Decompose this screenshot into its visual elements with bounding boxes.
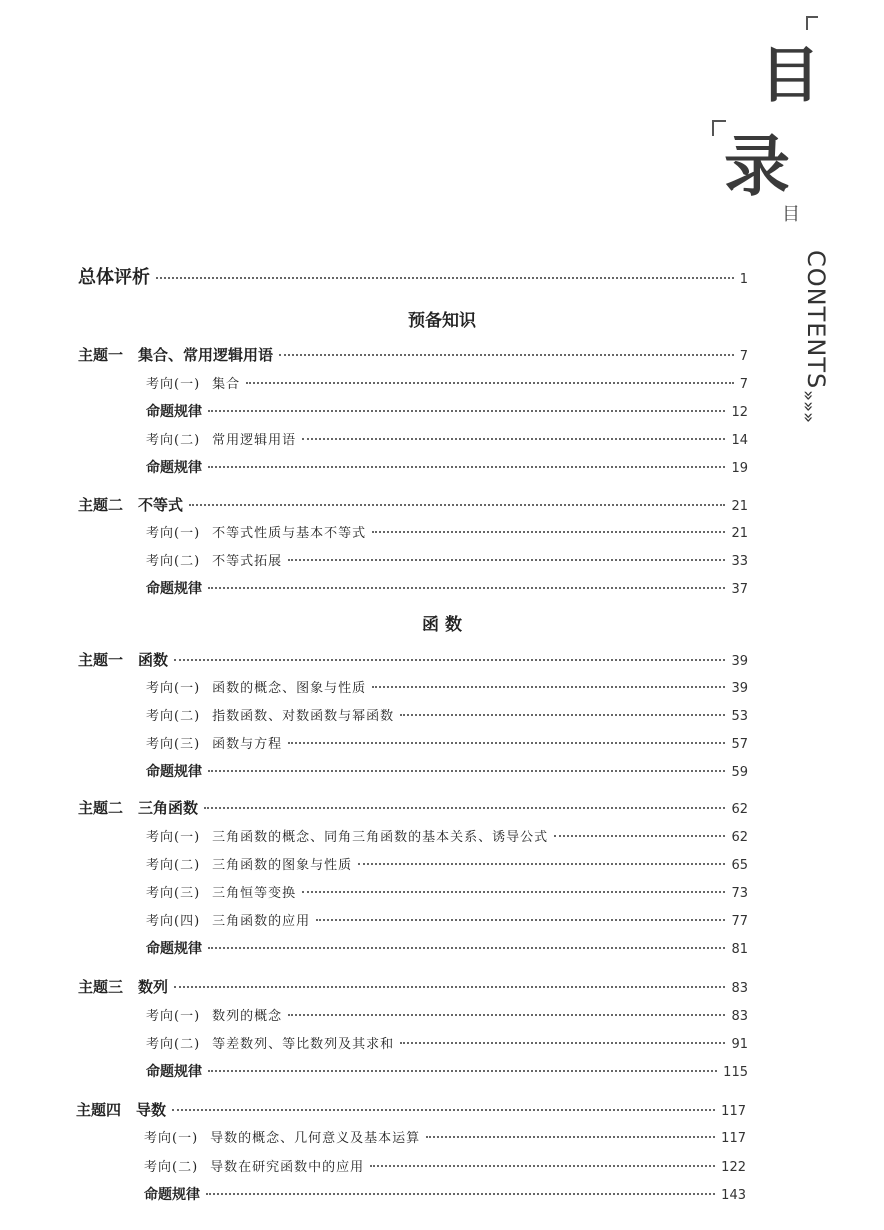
leader-dots [174, 659, 725, 661]
toc-theme[interactable] [78, 797, 748, 819]
toc-label: 主题一 集合、常用逻辑用语 [78, 346, 274, 364]
leader-dots [208, 770, 725, 772]
toc-label: 不等式拓展 [212, 554, 283, 569]
leader-dots [174, 986, 725, 988]
toc-page: 1 [739, 272, 748, 287]
section-heading: 预备知识 [408, 311, 476, 331]
toc-label: 常用逻辑用语 [212, 433, 297, 448]
toc-subitem[interactable] [146, 429, 748, 451]
leader-dots [208, 947, 725, 949]
leader-dots [156, 277, 734, 279]
section-heading: 函 数 [422, 615, 462, 635]
toc-index: 考向(一) [146, 681, 201, 696]
toc-label: 导数在研究函数中的应用 [210, 1160, 365, 1175]
toc-page: 7 [739, 377, 748, 392]
leader-dots [316, 919, 725, 921]
toc-theme[interactable] [78, 976, 748, 998]
leader-dots [554, 835, 725, 837]
toc-page: 19 [731, 461, 748, 476]
toc-label: 主题二 三角函数 [78, 799, 199, 817]
toc-page: 62 [731, 830, 748, 845]
toc-page: 39 [731, 681, 748, 696]
corner-mark [806, 16, 818, 30]
toc-subitem[interactable] [146, 882, 748, 904]
toc-label: 命题规律 [146, 764, 202, 780]
leader-dots [400, 714, 725, 716]
leader-dots [189, 504, 725, 506]
toc-label: 命题规律 [144, 1187, 200, 1203]
arrows-icon: »»» [798, 390, 819, 424]
toc-label: 主题二 不等式 [78, 496, 184, 514]
toc-subitem[interactable] [146, 1005, 748, 1027]
toc-label: 命题规律 [146, 941, 202, 957]
toc-rule[interactable] [146, 457, 748, 479]
toc-label: 主题一 函数 [78, 651, 169, 669]
toc-page: 7 [739, 349, 748, 364]
toc-label: 导数的概念、几何意义及基本运算 [210, 1131, 421, 1146]
toc-subitem[interactable] [146, 522, 748, 544]
toc-theme[interactable] [78, 344, 748, 366]
toc-label: 主题三 数列 [78, 978, 169, 996]
toc-subitem[interactable] [146, 733, 748, 755]
leader-dots [288, 559, 725, 561]
toc-subitem[interactable] [146, 910, 748, 932]
title-char-mu: 目 [760, 41, 820, 111]
leader-dots [372, 531, 725, 533]
toc-index: 考向(二) [146, 858, 201, 873]
title-char-lu: 录 [724, 128, 790, 205]
toc-page: 59 [731, 765, 748, 780]
toc-label: 命题规律 [146, 1064, 202, 1080]
leader-dots [302, 891, 725, 893]
leader-dots [208, 1070, 717, 1072]
toc-overall[interactable] [78, 263, 748, 288]
toc-page: 21 [731, 526, 748, 541]
leader-dots [206, 1193, 715, 1195]
toc-label: 函数的概念、图象与性质 [212, 681, 367, 696]
leader-dots [208, 466, 725, 468]
toc-label: 三角函数的应用 [212, 914, 311, 929]
toc-index: 考向(三) [146, 737, 201, 752]
toc-theme[interactable] [78, 649, 748, 671]
leader-dots [358, 863, 725, 865]
toc-index: 考向(三) [146, 886, 201, 901]
toc-label: 主题四 导数 [76, 1101, 167, 1119]
toc-subitem[interactable] [144, 1156, 746, 1178]
toc-rule[interactable] [146, 938, 748, 960]
toc-subitem[interactable] [146, 550, 748, 572]
toc-subitem[interactable] [146, 705, 748, 727]
toc-page: 73 [731, 886, 748, 901]
toc-page: 33 [731, 554, 748, 569]
toc-index: 考向(四) [146, 914, 201, 929]
toc-label: 三角函数的概念、同角三角函数的基本关系、诱导公式 [212, 830, 549, 845]
leader-dots [400, 1042, 725, 1044]
toc-rule[interactable] [146, 578, 748, 600]
toc-page: 39 [731, 654, 748, 669]
toc-index: 考向(二) [146, 554, 201, 569]
leader-dots [288, 742, 725, 744]
toc-label: 命题规律 [146, 460, 202, 476]
toc-index: 考向(一) [146, 830, 201, 845]
leader-dots [204, 807, 725, 809]
toc-subitem[interactable] [146, 826, 748, 848]
toc-subitem[interactable] [144, 1127, 746, 1149]
leader-dots [288, 1014, 725, 1016]
toc-page: 62 [731, 802, 748, 817]
leader-dots [246, 382, 734, 384]
toc-page: 117 [721, 1131, 746, 1146]
toc-label: 等差数列、等比数列及其求和 [212, 1037, 395, 1052]
toc-page: 83 [731, 981, 748, 996]
contents-label: CONTENTS [802, 250, 830, 390]
toc-label: 三角恒等变换 [212, 886, 297, 901]
toc-label: 数列的概念 [212, 1009, 283, 1024]
toc-page: 37 [731, 582, 748, 597]
toc-page: 53 [731, 709, 748, 724]
toc-label: 指数函数、对数函数与幂函数 [212, 709, 395, 724]
toc-rule[interactable] [146, 1061, 748, 1083]
toc-subitem[interactable] [146, 1033, 748, 1055]
toc-index: 考向(一) [146, 1009, 201, 1024]
toc-page: 117 [721, 1104, 746, 1119]
toc-subitem[interactable] [146, 373, 748, 395]
toc-label: 三角函数的图象与性质 [212, 858, 353, 873]
leader-dots [208, 410, 725, 412]
toc-page: 21 [731, 499, 748, 514]
toc-page: 83 [731, 1009, 748, 1024]
toc-label: 命题规律 [146, 581, 202, 597]
toc-label: 命题规律 [146, 404, 202, 420]
toc-label: 函数与方程 [212, 737, 283, 752]
toc-page: 65 [731, 858, 748, 873]
toc-index: 考向(一) [146, 526, 201, 541]
toc-page: 77 [731, 914, 748, 929]
toc-page: 81 [731, 942, 748, 957]
toc-index: 考向(一) [146, 377, 201, 392]
toc-label: 总体评析 [78, 267, 150, 288]
toc-label: 集合 [212, 377, 241, 392]
leader-dots [302, 438, 725, 440]
toc-page: 122 [721, 1160, 746, 1175]
toc-subitem[interactable] [146, 677, 748, 699]
leader-dots [372, 686, 725, 688]
toc-page: 57 [731, 737, 748, 752]
toc-theme[interactable] [78, 494, 748, 516]
leader-dots [370, 1165, 715, 1167]
leader-dots [426, 1136, 715, 1138]
toc-page: 143 [721, 1188, 746, 1203]
toc-rule[interactable] [146, 401, 748, 423]
toc-index: 考向(二) [146, 433, 201, 448]
toc-index: 考向(二) [144, 1160, 199, 1175]
toc-index: 考向(二) [146, 1037, 201, 1052]
toc-label: 不等式性质与基本不等式 [212, 526, 367, 541]
leader-dots [279, 354, 734, 356]
toc-index: 考向(二) [146, 709, 201, 724]
toc-index: 考向(一) [144, 1131, 199, 1146]
leader-dots [208, 587, 725, 589]
leader-dots [172, 1109, 715, 1111]
toc-page: 12 [731, 405, 748, 420]
toc-page: 91 [731, 1037, 748, 1052]
side-mark: 目 [782, 204, 800, 225]
toc-rule[interactable] [146, 761, 748, 783]
toc-page: 14 [731, 433, 748, 448]
toc-page: 115 [723, 1065, 748, 1080]
toc-rule[interactable] [144, 1184, 746, 1206]
toc-subitem[interactable] [146, 854, 748, 876]
toc-theme[interactable] [76, 1099, 746, 1121]
